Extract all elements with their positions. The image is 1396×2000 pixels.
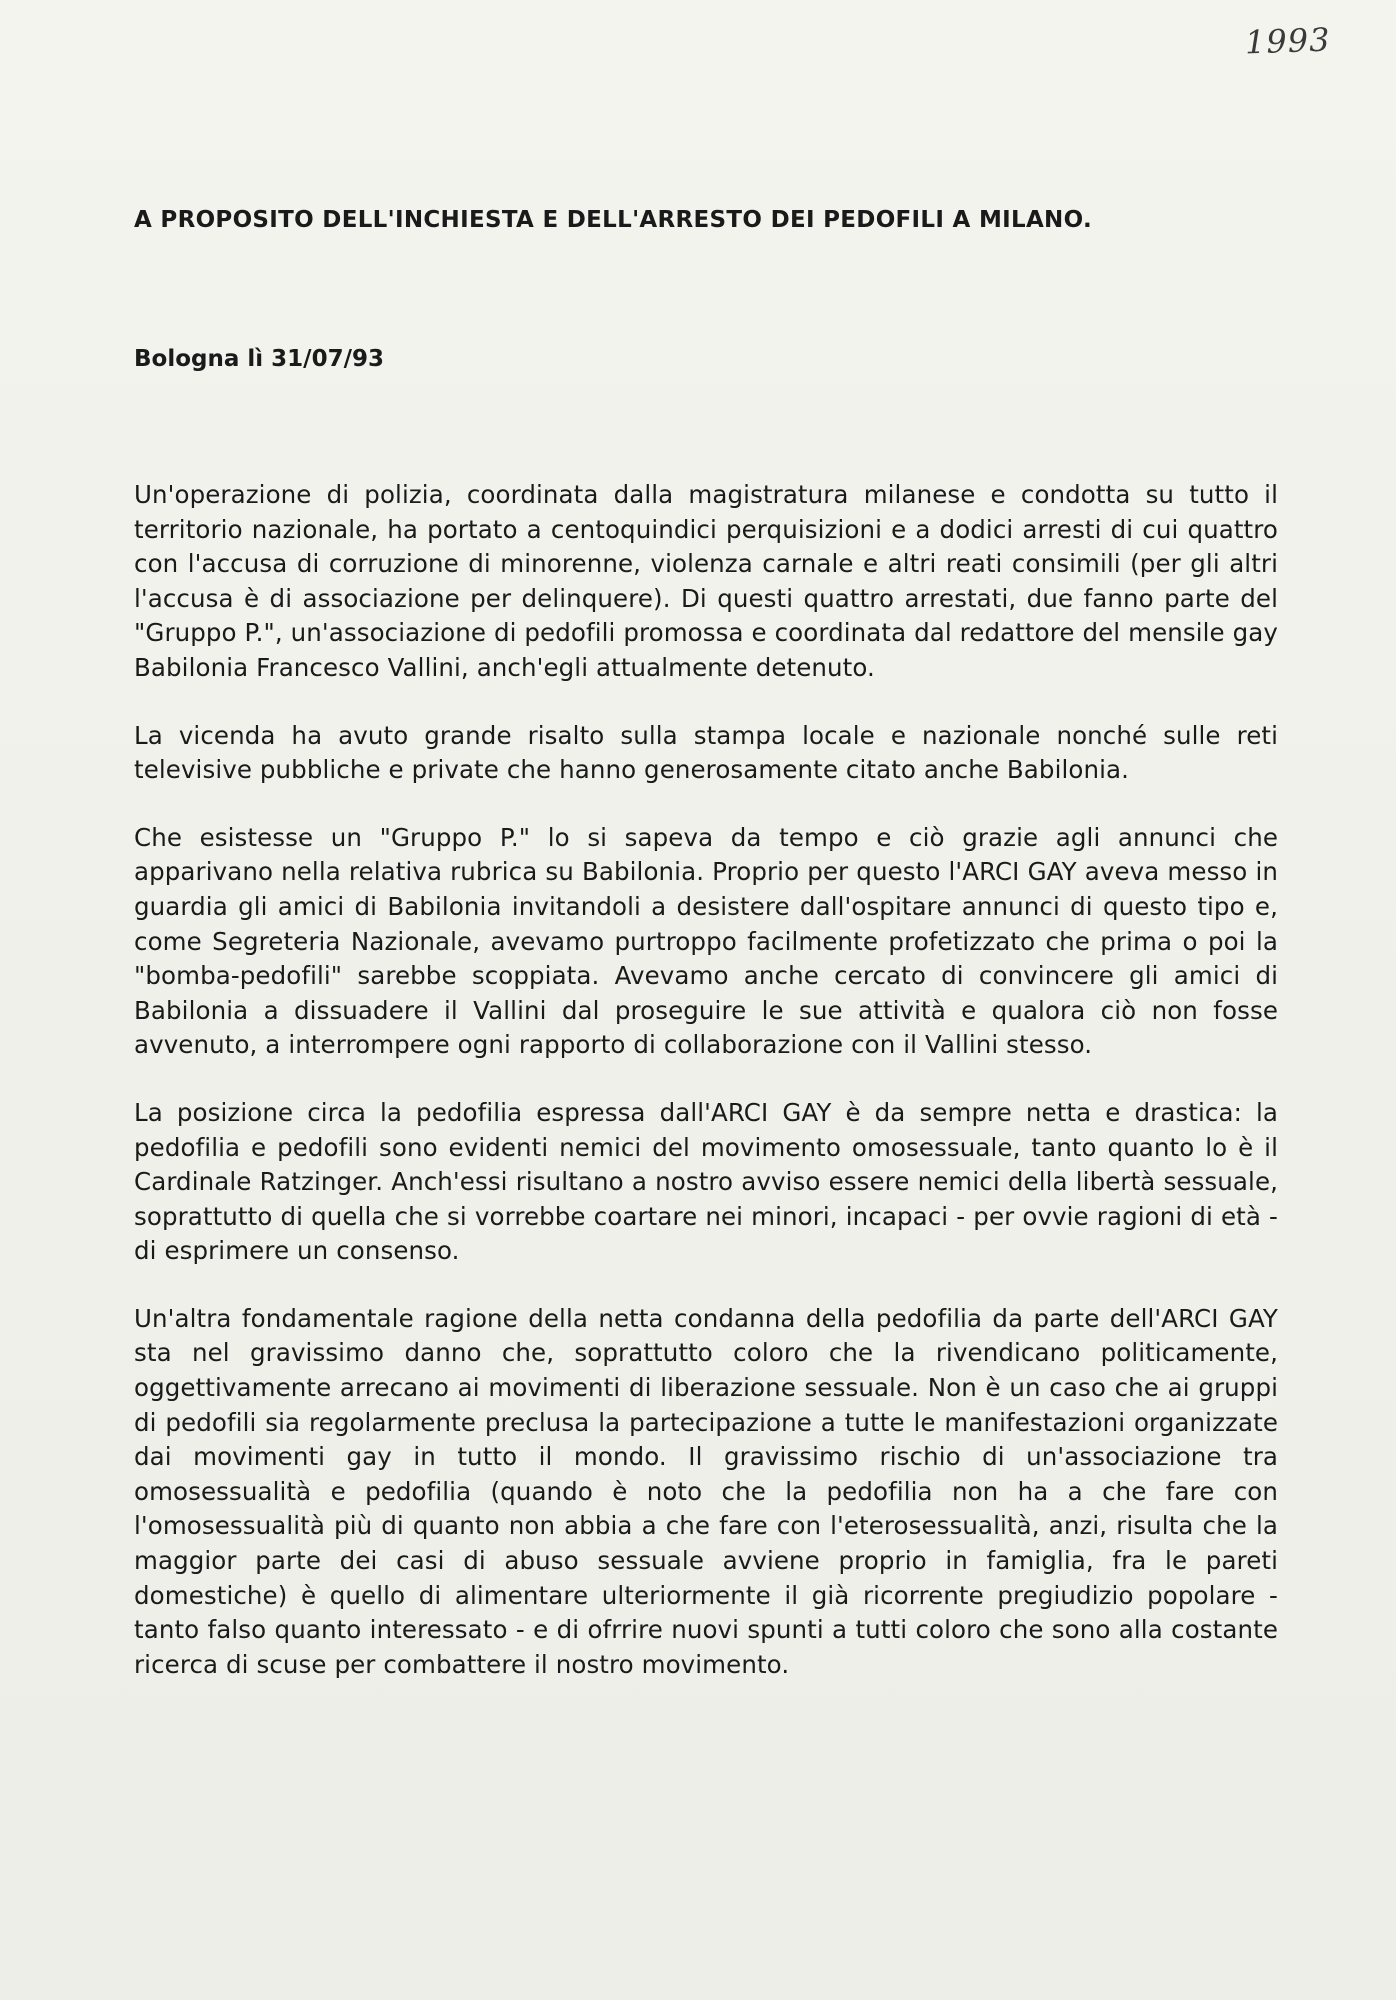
paragraph: La vicenda ha avuto grande risalto sulla stampa locale e nazionale nonché sulle reti televisive pubbliche e private che hanno generosamente citato anche Babilonia.	[134, 720, 1278, 785]
document-body	[134, 478, 1278, 1682]
handwritten-year-note: 1993	[1243, 20, 1331, 62]
paragraph: La posizione circa la pedofilia espressa dall'ARCI GAY è da sempre netta e drastica: la pedofilia e pedofili sono evidenti nemici del movimento omosessuale, tanto quanto lo è il Cardinale Ratzinger. Anch'essi risultano a nostro avviso essere nemici della libertà sessuale, soprattutto di quella che si vorrebbe coartare nei minori, incapaci - per ovvie ragioni di età - di esprimere un consenso.	[134, 1097, 1278, 1266]
paragraph: Un'altra fondamentale ragione della netta condanna della pedofilia da parte dell'ARCI GAY sta nel gravissimo danno che, soprattutto coloro che la rivendicano politicamente, oggettivamente arrecano ai movimenti di liberazione sessuale. Non è un caso che ai gruppi di pedofili sia regolarmente preclusa la partecipazione a tutte le manifestazioni organizzate dai movimenti gay in tutto il mondo. Il gravissimo rischio di un'associazione tra omosessualità e pedofilia (quando è noto che la pedofilia non ha a che fare con l'omosessualità più di quanto non abbia a che fare con l'eterosessualità, anzi, risulta che la maggior parte dei casi di abuso sessuale avviene proprio in famiglia, fra le pareti domestiche) è quello di alimentare ulteriormente il già ricorrente pregiudizio popolare - tanto falso quanto interessato - e di ofrrire nuovi spunti a tutti coloro che sono alla costante ricerca di scuse per combattere il nostro movimento.	[134, 1303, 1278, 1679]
dateline: Bologna lì 31/07/93	[134, 346, 384, 372]
document-title: A PROPOSITO DELL'INCHIESTA E DELL'ARRESTO DEI PEDOFILI A MILANO.	[134, 207, 1092, 233]
paragraph: Un'operazione di polizia, coordinata dalla magistratura milanese e condotta su tutto il territorio nazionale, ha portato a centoquindici perquisizioni e a dodici arresti di cui quattro con l'accusa di corruzione di minorenne, violenza carnale e altri reati consimili (per gli altri l'accusa è di associazione per delinquere). Di questi quattro arrestati, due fanno parte del "Gruppo P.", un'associazione di pedofili promossa e coordinata dal redattore del mensile gay Babilonia Francesco Vallini, anch'egli attualmente detenuto.	[134, 480, 1278, 682]
paragraph: Che esistesse un "Gruppo P." lo si sapeva da tempo e ciò grazie agli annunci che apparivano nella relativa rubrica su Babilonia. Proprio per questo l'ARCI GAY aveva messo in guardia gli amici di Babilonia invitandoli a desistere dall'ospitare annunci di questo tipo e, come Segreteria Nazionale, avevamo purtroppo facilmente profetizzato che prima o poi la "bomba-pedofili" sarebbe scoppiata. Avevamo anche cercato di convincere gli amici di Babilonia a dissuadere il Vallini dal proseguire le sue attività e qualora ciò non fosse avvenuto, a interrompere ogni rapporto di collaborazione con il Vallini stesso.	[134, 822, 1278, 1060]
